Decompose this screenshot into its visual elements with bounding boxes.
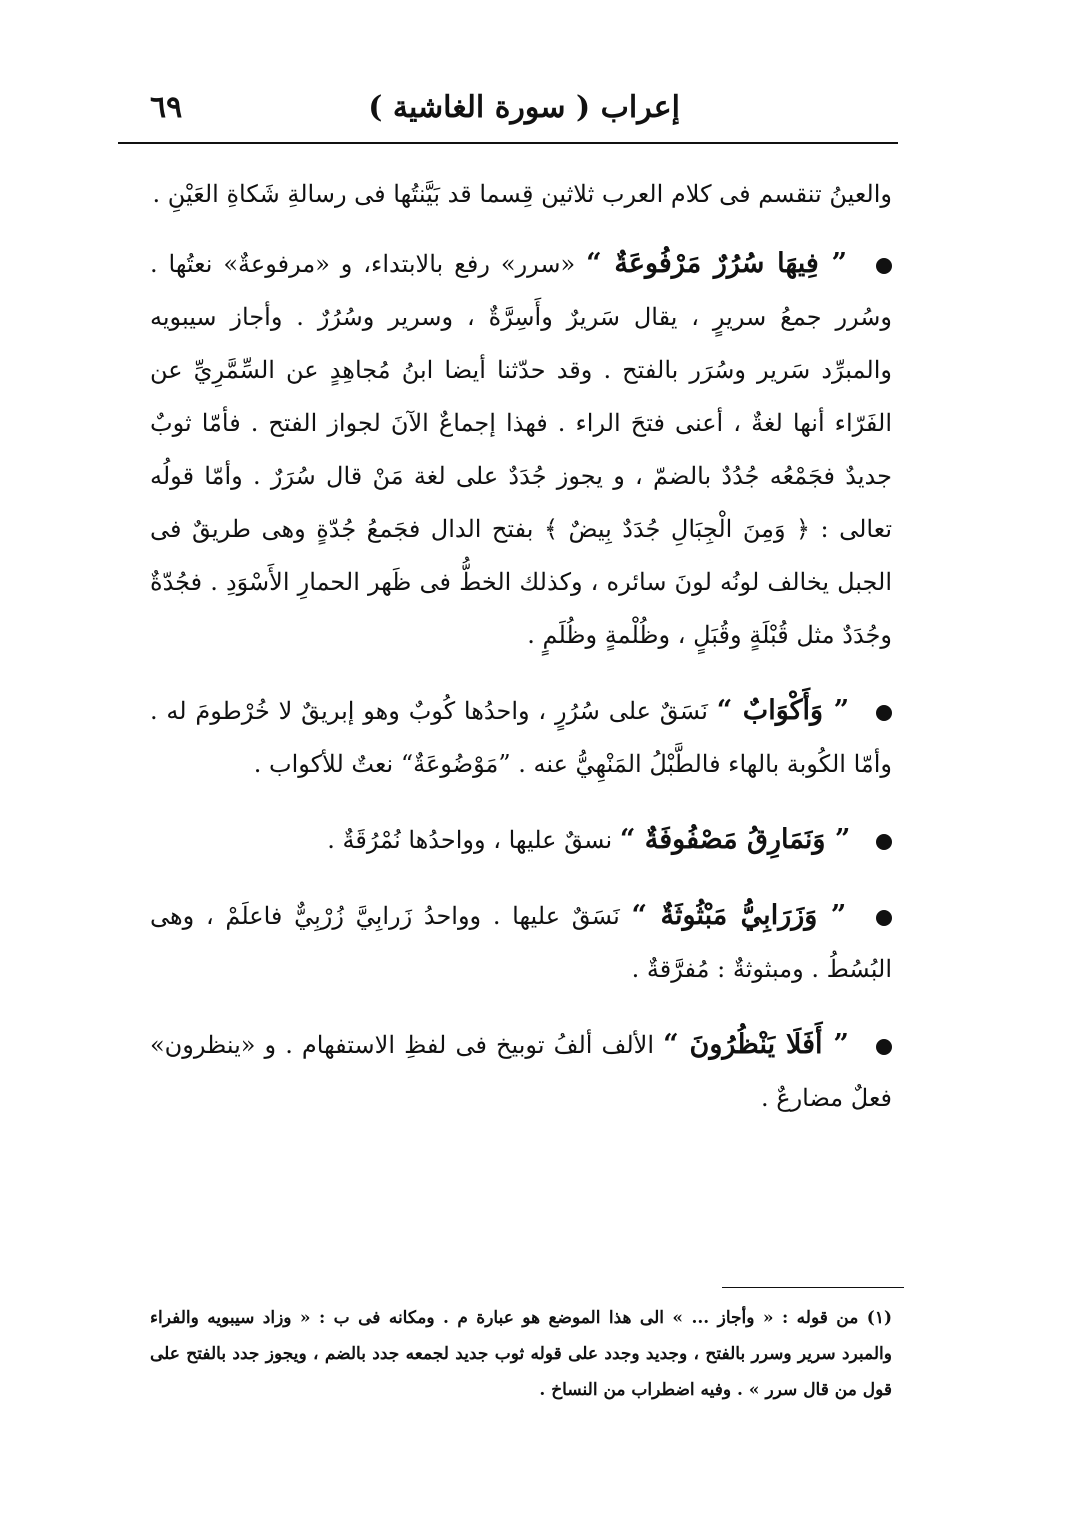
entry-text: نَسَقٌ عليها . وواحدُ زَرابِيَّ زُرْبِيٌّ فاعلَمْ ، وهى البُسُطُ . ومبثوثةٌ : مُفرَّقةٌ .	[150, 902, 892, 983]
page-number: ٦٩	[150, 90, 183, 125]
entry-text: الألف ألفُ توبيخ فى لفظِ الاستفهام . و «ينظرون» فعلٌ مضارعٌ .	[150, 1031, 892, 1112]
quran-term: ” فِيهَا سُرُرٌ مَرْفُوعَةٌ “	[586, 248, 848, 279]
intro-paragraph: والعينُ تنقسم فى كلام العرب ثلاثين قِسما قد بَيَّنتُها فى رسالةِ شَكاةِ العَيْنِ .	[152, 180, 892, 208]
running-title: إعراب ( سورة الغاشية )	[368, 90, 680, 125]
bullet-icon	[876, 258, 892, 274]
footnote	[150, 1300, 892, 1408]
main-text	[150, 168, 892, 1125]
quran-term: ” أَفَلَا يَنْظُرُونَ “	[663, 1029, 849, 1060]
entry-akwab	[150, 684, 892, 791]
quran-term: ” وَأَكْوَابٌ “	[716, 695, 850, 726]
page-header	[150, 90, 890, 134]
bullet-icon	[876, 834, 892, 850]
header-divider	[118, 142, 898, 144]
entry-text: نسقٌ عليها ، وواحدُها نُمْرُقَةٌ .	[327, 826, 613, 854]
entry-yanzurun	[150, 1018, 892, 1125]
entry-text: «سرر» رفع بالابتداء، و «مرفوعةٌ» نعتُها . وسُرر جمعُ سريرٍ ، يقال سَريرٌ وأَسِرَّةٌ ، وسرير وسُرُرٌ . وأجاز سيبويه والمبرِّد سَرير وسُرَر بالفتح . وقد حدّثنا أيضا ابنُ مُجاهِدٍ عن السِّمَّرِيِّ عن الفَرّاء أنها لغةٌ ، أعنى فتحَ الراء . فهذا إجماعٌ الآنَ لجواز الفتح . فأمّا ثوبٌ جديدٌ فجَمْعُه جُدُدٌ بالضمّ ، و يجوز جُدَدٌ على لغة مَنْ قال سُرَرٌ . وأمّا قولُه تعالى : ﴿ وَمِنَ الْجِبَالِ جُدَدٌ بِيضٌ ﴾ بفتح الدال فجَمعُ جُدّةٍ وهى طريقٌ فى الجبل يخالف لونُه لونَ سائره ، وكذلك الخطُّ فى ظَهر الحمارِ الأَسْوَدِ . فجُدّةٌ وجُدَدٌ مثل قُبْلَةٍ وقُبَلٍ ، وظُلْمةٍ وظُلَمٍ .	[150, 250, 892, 649]
bullet-icon	[876, 910, 892, 926]
quran-term: ” وَزَرَابِيُّ مَبْثُوثَةٌ “	[631, 900, 847, 931]
entry-text: نَسَقٌ على سُرُرٍ ، واحدُها كُوبٌ وهو إبريقٌ لا خُرْطومَ له . وأمّا الكُوبة بالهاء فالطَّبْلُ المَنْهِيُّ عنه . ”مَوْضُوعَةٌ“ نعتٌ للأكواب .	[150, 697, 892, 778]
entry-surur	[150, 237, 892, 662]
entry-zarabi	[150, 889, 892, 996]
footnote-text: (١) من قوله : « وأجاز ... » الى هذا الموضع هو عبارة م . ومكانه فى ب : « وزاد سيبويه والفراء والمبرد سرير وسرر بالفتح ، وجديد وجدد على قوله ثوب جديد لجمعه جدد بالضم ، ويجوز جدد بالفتح على قول من قال سرر » . وفيه اضطراب من النساخ .	[150, 1308, 892, 1400]
bullet-icon	[876, 1039, 892, 1055]
entry-namariq	[150, 813, 892, 867]
quran-term: ” وَنَمَارِقُ مَصْفُوفَةٌ “	[619, 824, 851, 855]
footnote-divider	[722, 1287, 904, 1288]
bullet-icon	[876, 705, 892, 721]
